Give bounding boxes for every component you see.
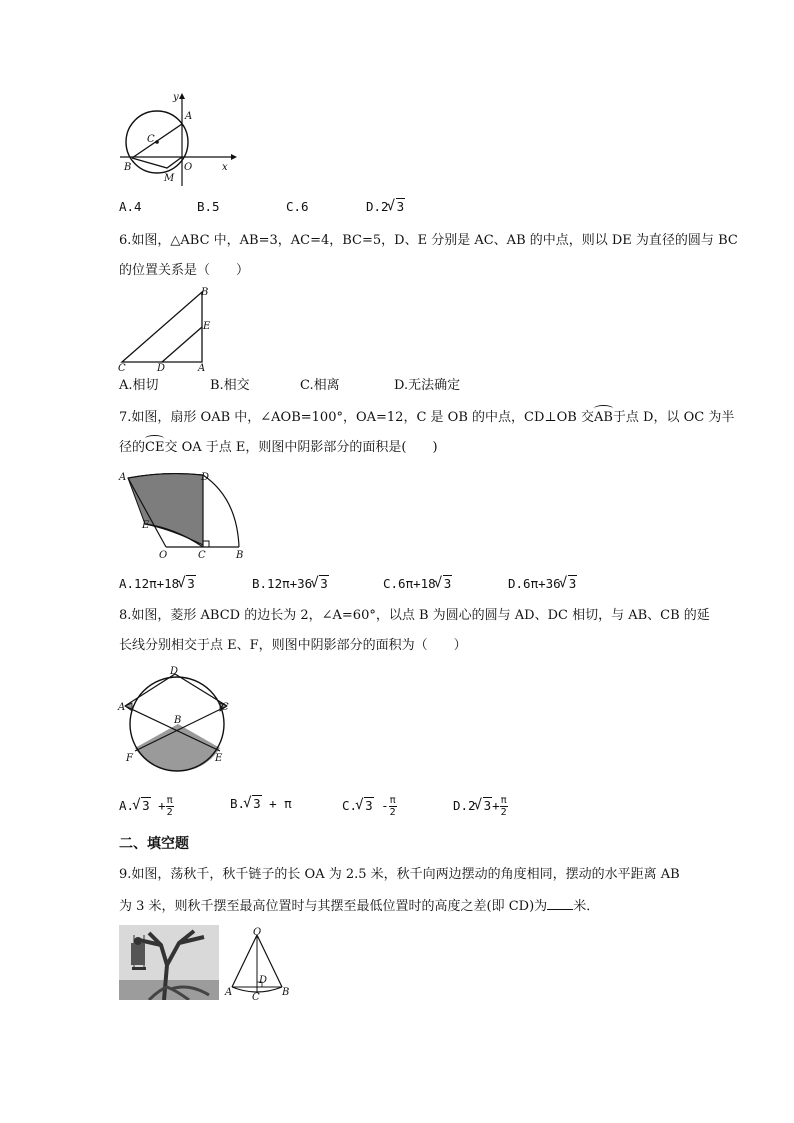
q7-option-a: A.12π+18√ 3 bbox=[119, 575, 196, 593]
label-o: O bbox=[159, 550, 168, 560]
q9-figure bbox=[222, 925, 292, 1000]
label-d: D bbox=[157, 363, 166, 373]
label-m: M bbox=[164, 173, 175, 184]
label-d: D bbox=[170, 666, 179, 677]
right-angle-mark bbox=[203, 541, 209, 547]
label-o: O bbox=[184, 162, 193, 173]
q8-option-a: A.√ 3 + $\frac{\pi}{2}$ bbox=[119, 795, 174, 818]
label-e: E bbox=[215, 753, 223, 764]
q7-option-c: C.6π+18√ 3 bbox=[383, 575, 452, 593]
q6-line2: 的位置关系是（ ） bbox=[119, 263, 250, 278]
q6-option-b: B.相交 bbox=[210, 378, 250, 393]
label-f: F bbox=[126, 753, 133, 764]
x-axis-arrow bbox=[231, 154, 237, 160]
q7-figure bbox=[115, 468, 250, 560]
q5-option-d: D.2√ 3 bbox=[366, 198, 405, 216]
label-b: B bbox=[174, 715, 182, 726]
q7-option-b: B.12π+36√ 3 bbox=[252, 575, 329, 593]
label-a: A bbox=[185, 111, 193, 122]
label-a: A bbox=[118, 702, 126, 713]
segment-de bbox=[162, 327, 202, 362]
q6-option-d: D.无法确定 bbox=[394, 378, 461, 393]
label-y: y bbox=[173, 92, 179, 103]
label-o: O bbox=[253, 927, 262, 938]
q5-option-b: B.5 bbox=[197, 199, 220, 214]
rhombus-top bbox=[125, 674, 227, 706]
label-b: B bbox=[201, 287, 209, 298]
arc-ce-symbol: CE bbox=[145, 440, 165, 455]
swing-photo bbox=[119, 925, 219, 1000]
label-d: D bbox=[259, 975, 268, 986]
label-c: C bbox=[221, 702, 229, 713]
arc-ab-symbol: AB bbox=[593, 410, 613, 425]
q8-option-c: C.√ 3 - $\frac{\pi}{2}$ bbox=[342, 795, 397, 818]
label-c: C bbox=[118, 363, 126, 373]
triangle-abc bbox=[122, 292, 202, 362]
shaded-region bbox=[128, 474, 203, 545]
label-c: C bbox=[147, 134, 155, 145]
y-axis-arrow bbox=[179, 93, 185, 99]
label-b: B bbox=[236, 550, 244, 560]
section-title: 二、填空题 bbox=[119, 836, 189, 852]
q5-option-a: A.4 bbox=[119, 199, 142, 214]
answer-blank[interactable] bbox=[547, 897, 573, 910]
label-a: A bbox=[198, 363, 206, 373]
q8-line1: 8.如图，菱形 ABCD 的边长为 2，∠A=60°，以点 B 为圆心的圆与 AD、DC 相切，与 AB、CB 的延 bbox=[119, 608, 710, 623]
label-b: B bbox=[124, 162, 132, 173]
q9-line1: 9.如图，荡秋千，秋千链子的长 OA 为 2.5 米，秋千向两边摆动的角度相同，摆动的水平距离 AB bbox=[119, 867, 680, 882]
label-e: E bbox=[142, 520, 150, 531]
center-point bbox=[155, 140, 159, 144]
q5-figure bbox=[115, 90, 240, 190]
label-a: A bbox=[119, 472, 127, 483]
q6-figure bbox=[115, 285, 220, 373]
q7-line1: 7.如图，扇形 OAB 中，∠AOB=100°，OA=12，C 是 OB 的中点，CD⊥OB 交AB于点 D，以 OC 为半 bbox=[119, 410, 735, 425]
chord-bm-o bbox=[132, 157, 182, 168]
q7-line2: 径的CE交 OA 于点 E，则图中阴影部分的面积是( ) bbox=[119, 440, 438, 455]
label-d: D bbox=[201, 472, 210, 483]
label-c: C bbox=[252, 992, 260, 1000]
q8-figure bbox=[115, 663, 235, 778]
label-a: A bbox=[225, 987, 233, 998]
q8-option-d: D.2√ 3+ $\frac{\pi}{2}$ bbox=[453, 795, 508, 818]
q7-option-d: D.6π+36√ 3 bbox=[508, 575, 577, 593]
q8-option-b: B.√ 3 + π bbox=[230, 795, 292, 813]
chain-oa bbox=[232, 935, 257, 987]
label-b: B bbox=[282, 987, 290, 998]
q6-option-c: C.相离 bbox=[300, 378, 340, 393]
label-x: x bbox=[222, 162, 228, 173]
q5-option-c: C.6 bbox=[286, 199, 309, 214]
q9-line2: 为 3 米，则秋千摆至最高位置时与其摆至最低位置时的高度之差(即 CD)为 米． bbox=[119, 899, 600, 914]
q6-line1: 6.如图，△ABC 中，AB=3，AC=4，BC=5，D、E 分别是 AC、AB 的中点，则以 DE 为直径的圆与 BC bbox=[119, 233, 738, 248]
q6-option-a: A.相切 bbox=[119, 378, 159, 393]
q8-line2: 长线分别相交于点 E、F，则图中阴影部分的面积为（ ） bbox=[119, 638, 467, 653]
label-e: E bbox=[203, 321, 211, 332]
label-c: C bbox=[198, 550, 206, 560]
